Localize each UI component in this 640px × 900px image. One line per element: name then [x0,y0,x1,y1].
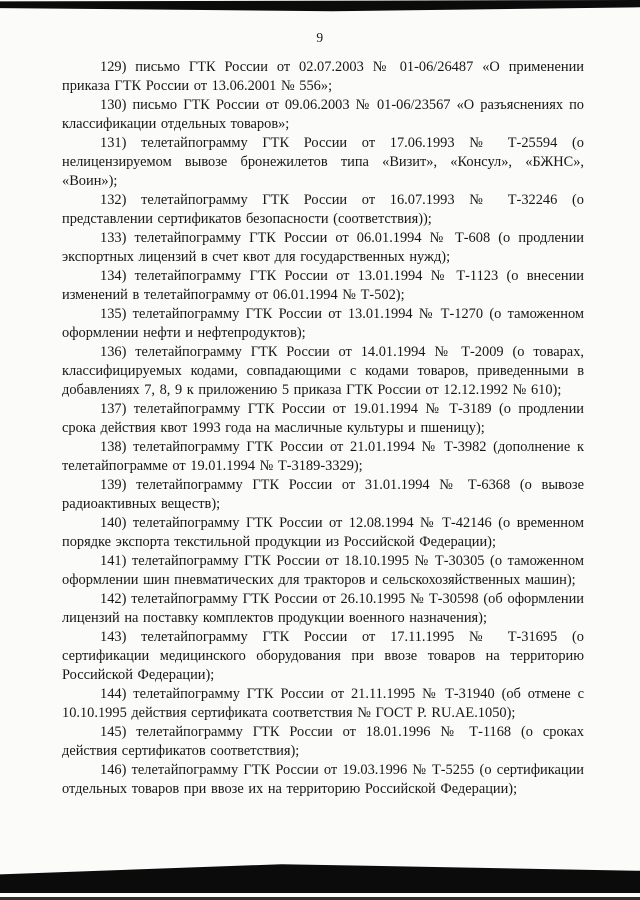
list-item: 144) телетайпограмму ГТК России от 21.11.1995 № Т-31940 (об отмене с 10.10.1995 действия сертификата соответствия № ГОСТ Р. RU.АЕ.1050); [62,686,584,721]
list-item: 129) письмо ГТК России от 02.07.2003 № 01-06/26487 «О применении приказа ГТК России от 13.06.2001 № 556»; [62,59,584,94]
list-item: 136) телетайпограмму ГТК России от 14.01.1994 № Т-2009 (о товарах, классифицируемых кодами, совпадающими с кодами товаров, приведенными в добавлениях 7, 8, 9 к приложению 5 приказа ГТК России от 12.12.1992 № 610); [62,344,584,398]
list-item: 143) телетайпограмму ГТК России от 17.11.1995 № Т-31695 (о сертификации медицинского оборудования при ввозе товаров на территорию Российской Федерации); [62,629,584,683]
list-item: 135) телетайпограмму ГТК России от 13.01.1994 № Т-1270 (о таможенном оформлении нефти и нефтепродуктов); [62,306,584,341]
list-item: 131) телетайпограмму ГТК России от 17.06.1993 № Т-25594 (о нелицензируемом вывозе бронежилетов типа «Визит», «Консул», «БЖНС», «Воин»); [62,135,584,189]
list-item: 139) телетайпограмму ГТК России от 31.01.1994 № Т-6368 (о вывозе радиоактивных веществ); [62,477,584,512]
list-item: 141) телетайпограмму ГТК России от 18.10.1995 № Т-30305 (о таможенном оформлении шин пневматических для тракторов и сельскохозяйственных машин); [62,553,584,588]
page-number: 9 [316,30,324,45]
list-item: 132) телетайпограмму ГТК России от 16.07.1993 № Т-32246 (о представлении сертификатов безопасности (соответствия)); [62,192,584,227]
list-item: 130) письмо ГТК России от 09.06.2003 № 01-06/23567 «О разъяснениях по классификации отдельных товаров»; [62,97,584,132]
list-item: 133) телетайпограмму ГТК России от 06.01.1994 № Т-608 (о продлении экспортных лицензий в счет квот для государственных нужд); [62,230,584,265]
list-item: 137) телетайпограмму ГТК России от 19.01.1994 № Т-3189 (о продлении срока действия квот 1993 года на масличные культуры и пшеницу); [62,401,584,436]
list-item: 134) телетайпограмму ГТК России от 13.01.1994 № Т-1123 (о внесении изменений в телетайпограмму от 06.01.1994 № Т-502); [62,268,584,303]
scan-artifact-bottom [0,863,640,893]
list-item: 142) телетайпограмму ГТК России от 26.10.1995 № Т-30598 (об оформлении лицензий на поставку комплектов продукции военного назначения); [62,591,584,626]
list-item: 146) телетайпограмму ГТК России от 19.03.1996 № Т-5255 (о сертификации отдельных товаров при ввозе их на территорию Российской Федерации); [62,762,584,797]
paragraph-list [62,58,584,799]
list-item: 145) телетайпограмму ГТК России от 18.01.1996 № Т-1168 (о сроках действия сертификатов соответствия); [62,724,584,759]
list-item: 140) телетайпограмму ГТК России от 12.08.1994 № Т-42146 (о временном порядке экспорта текстильной продукции из Российской Федерации); [62,515,584,550]
list-item: 138) телетайпограмму ГТК России от 21.01.1994 № Т-3982 (дополнение к телетайпограмме от 19.01.1994 № Т-3189-3329); [62,439,584,474]
